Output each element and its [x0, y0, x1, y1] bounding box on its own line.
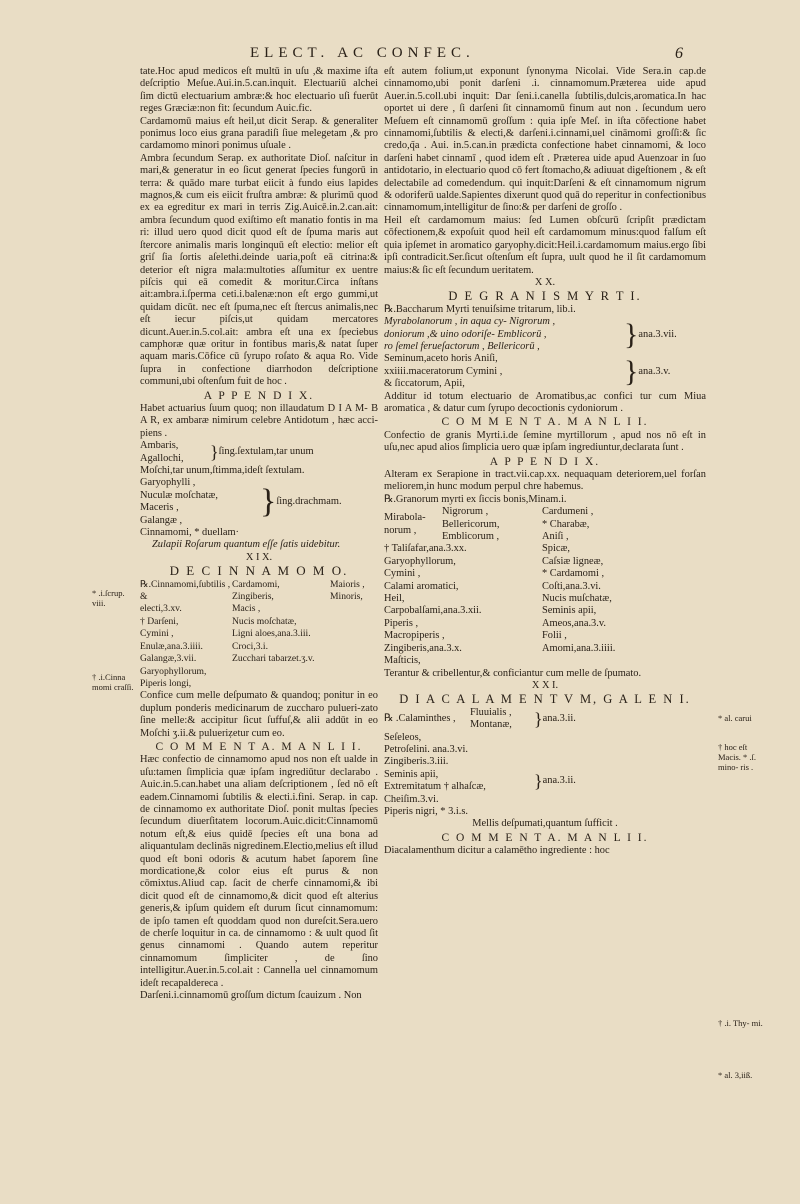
ingredient: Nuculæ moſchatæ,	[140, 489, 218, 501]
section-heading: C O M M E N T A. M A N L I I.	[441, 416, 649, 429]
ingredient: Seminis apii,	[542, 605, 597, 617]
right-column	[384, 66, 706, 1190]
ingredient: Maſticis,	[384, 655, 421, 667]
left-column	[140, 66, 378, 1190]
ingredient: ro ſemel ferueſactorum , Bellericorū ,	[384, 340, 540, 352]
paragraph: eſt autem folium,ut exponunt ſynonyma Nicolai. Vide Sera.in cap.de cinnamomo,ubi ponit darſeni .i. cinnamomum.Præterea uide apud Auer.in.5.coll.ubi inquit: Dar ſeni.i.canella ſubtilis,dulcis,aromatica.In hac oportet ui dere , ſi darſeni ſit cinnamomū finum aut non . ſecundum uero Meſuem eſt cinnamomū groſſum : quia ipſe Meſ. in iſta cōfectione habet cinnamomi,ſubtilis & electi,& darſeni.i.cinnami,uel cināmomi groſſi:& ſic credo,q̃a . Aui. in.5.can.in prædicta confectione habet cinnamomi, & loco darſeni habet cinnamī , quod idem eſt . Præterea uide apud Auenzoar in ſuo antidotario, in electuario quod cō fert ſtomacho,& adiuuat digeſtionem , & eſt delectabile ad comedendum. qui inquit:Darſeni & eſt cinnamomum nigrum & odoriferū ualde.Sapientes dixerunt quod quā do reperitur in confectionibus cinnamomum,intelligitur de ſino:& per darſeni de groſſo .	[384, 66, 706, 214]
recipe-block	[384, 506, 706, 543]
paragraph: ℞.Granorum myrti ex ſiccis bonis,Minam.i.	[384, 493, 567, 505]
ingredient: Piperis ,	[384, 617, 419, 629]
ingredient: Minoris,	[330, 591, 363, 603]
ingredient: Piperis longi,	[140, 677, 192, 689]
ingredient: * Cardamomi ,	[542, 568, 605, 580]
margin-note-right-3: † .i. Thy- mi.	[718, 1018, 763, 1028]
chapter-title: D E C I N N A M O M O.	[169, 563, 349, 579]
ingredient: Maioris ,	[330, 578, 365, 590]
dose: ſing.drachmam.	[276, 496, 342, 508]
ingredient: Zingiberis.3.iii.	[384, 756, 449, 768]
ingredient: Cardamomi,	[232, 578, 280, 590]
ingredient: Extremitatum † alhaſcæ,	[384, 781, 486, 793]
recipe-block: Myrabolanorum , in aqua cy- Nigrorum , doniorum ,& uino odoriſe- Emblicorū , ro ſemel ferueſactorum , Bellericorū , } ana.3.vii.	[384, 316, 677, 352]
dose: ana.3.ii.	[542, 774, 576, 786]
ingredient: Seminum,aceto horis Aniſi,	[384, 353, 498, 365]
recipe-block	[384, 543, 706, 667]
recipe-block: Garyophylli , Nuculæ moſchatæ, Maceris , Galangæ , } ſing.drachmam.	[140, 477, 342, 526]
ingredient: † Taliſafar,ana.3.xx.	[384, 543, 467, 555]
ingredient: Emblicorum ,	[442, 531, 500, 543]
paragraph: Confectio de granis Myrti.i.de ſemine myrtillorum , apud nos nō eſt in uſu,nec apud alios ſimplicia uero quæ ipſam ingrediuntur,declarata ſunt .	[384, 429, 706, 454]
paragraph: ℞.Baccharum Myrti tenuiſsime tritarum, lib.i.	[384, 303, 576, 315]
chapter-number: X I X.	[245, 551, 273, 563]
ingredient: Carpobalſami,ana.3.xii.	[384, 605, 482, 617]
ingredient: Caſsiæ ligneæ,	[542, 555, 604, 567]
ingredient: & ſiccatorum, Apii,	[384, 378, 465, 390]
dose: ana.3.vii.	[638, 328, 677, 340]
ingredient: Ligni aloes,ana.3.iii.	[232, 628, 311, 640]
ingredient: Spicæ,	[542, 543, 571, 555]
ingredient: Galangæ,3.vii.	[140, 653, 197, 665]
ingredient: Macropiperis ,	[384, 630, 445, 642]
paragraph: Cardamomū maius eſt heil,ut dicit Serap. & generaliter ponimus loco eius grana paradiſi ſiue melegetam ,& pro cardamomo minori ponimus uſuale .	[140, 115, 378, 152]
ingredient: Agallochi,	[140, 452, 184, 464]
ingredient: Zulapii Roſarum quantum eſſe ſatis uidebitur.	[152, 539, 341, 551]
margin-note-right-2: † hoc eſt Macis. * .ſ. mino- ris .	[718, 742, 757, 772]
ingredient: Amomi,ana.3.iiii.	[542, 642, 616, 654]
ingredient: Cymini ,	[140, 628, 174, 640]
ingredient: Garyophylli ,	[140, 477, 196, 489]
dose: ana.3.ii.	[542, 712, 576, 724]
paragraph: Ambra ſecundum Serap. ex authoritate Dioſ. naſcitur in mari,& generatur in eo ſicut generat ſpecies fungorū in terra: & quādo mare turbat eiicit à fundo eius lapides magnos,& cum eis eiicit fruſtra ambræ: & plurimū quod ex ea egreditur ex mari in terris Zig.Auicē.in.2.can.ait: ambra ſecundum quod exiſtimo eſt manatio fontis in ma ri: illud uero quod dicit quod eſt de ſpuma maris aut ſtercore animalis maris longinquū eſt electio: melior eſt griſ ſia ſortis aſelethi.deinde uaria,poſt eā citrina:& deterior eſt nigra mala:multoties aſſumitur ex uentre piſcis qui eā comedit & moritur.Circa inſtans ait:ambra.i.ſperma ceti.i.balenæ:non eſt ergo gummi,ut quidam dicūt. nec eſt ſpuma,nec eſt ſtercus animalis,nec eſt iecur piſcis,ut quidam mercatores dicunt.Auer.in.5.col.ait: ambra eſt una ex ſpeciebus camphoræ quæ oritur in fontibus maris,& natat ſuper aquam maris.Cōfice cū ſyrupo roſato & aqua Ro. Vide ſupra in confectione diarrhodon deſcriptione communi,ubi oſtenſum fuit de hoc .	[140, 152, 378, 388]
ingredient: Mellis deſpumati,quantum ſufficit .	[472, 818, 618, 830]
ingredient: Cheiſim.3.vi.	[384, 793, 439, 805]
recipe-block: Seminis apii, Extremitatum † alhaſcæ, } ana.3.ii.	[384, 768, 576, 793]
running-header: ELECT. AC CONFEC.	[250, 45, 475, 61]
margin-note-left-1: * .i.ſcrup. viii.	[92, 588, 125, 608]
paragraph: Alteram ex Serapione in tract.vii.cap.xx. nequaquam deteriorem,uel forſan meliorem,in hunc modum perpul chre habemus.	[384, 469, 706, 493]
ingredient: Nucis muſchatæ,	[542, 593, 612, 605]
ingredient: Calami aromatici,	[384, 580, 459, 592]
ingredient: Cinnamomi, * duellam·	[140, 527, 239, 539]
recipe-block: Seminum,aceto horis Aniſi, xxiiii.maceratorum Cymini , & ſiccatorum, Apii, } ana.3.v.	[384, 353, 671, 390]
paragraph: Confice cum melle deſpumato & quandoq; ponitur in eo duplum ponderis medicinarum de zuccharo pulueri-zato ſine melle:& accipitur ſicut ſuffuſ,& alii addūt in eo Moſchi ʒ.ii.& pulueriẓetur cum eo.	[140, 690, 378, 739]
ingredient: Nigrorum ,	[442, 506, 489, 518]
ingredient: ℞.Cinnamomi,ſubtilis , &	[140, 578, 231, 603]
chapter-number: X X.	[534, 276, 556, 288]
ingredient: Macis ,	[232, 603, 261, 615]
section-heading: A P P E N D I X.	[203, 389, 315, 402]
ingredient: Piperis nigri, * 3.i.s.	[384, 805, 468, 817]
ingredient: Zingiberis,	[232, 591, 274, 603]
dose: ana.3.v.	[638, 365, 671, 377]
dose: ſing.ſextulam,tar unum	[218, 446, 314, 458]
ingredient: Petroſelini. ana.3.vi.	[384, 743, 468, 755]
ingredient: Montanæ,	[470, 719, 512, 731]
paragraph: Diacalamenthum dicitur a calamētho ingrediente : hoc	[384, 845, 610, 857]
ingredient: Enulæ,ana.3.iiii.	[140, 640, 203, 652]
paragraph: Habet actuarius ſuum quoq; non illaudatum D I A M- B A R, ex ambaræ nimirum celebre Antidotum , hæc acci- piens .	[140, 402, 378, 439]
ingredient: Coſti,ana.3.vi.	[542, 580, 601, 592]
ingredient: Garyophyllorum,	[384, 555, 456, 567]
ingredient: Bellericorum,	[442, 518, 500, 530]
ingredient: Zingiberis,ana.3.x.	[384, 642, 462, 654]
ingredient: Croci,3.i.	[232, 640, 268, 652]
section-heading: A P P E N D I X.	[489, 455, 601, 468]
margin-note-right-4: * al. 3,iiß.	[718, 1070, 753, 1080]
ingredient: Seminis apii,	[384, 768, 439, 780]
section-heading: C O M M E N T A. M A N L I I.	[155, 740, 363, 753]
paragraph: Additur id totum electuario de Aromatibus,ac confici tur cum Miua aromatica , & datur cum ſyrupo decoctionis cydoniorum .	[384, 390, 706, 414]
paragraph: Terantur & cribellentur,& conficiantur cum melle de ſpumato.	[384, 667, 642, 679]
chapter-number: X X I.	[531, 679, 559, 691]
ingredient: doniorum ,& uino odoriſe- Emblicorū ,	[384, 328, 547, 340]
ingredient: Galangæ ,	[140, 514, 183, 526]
ingredient: Heil,	[384, 593, 405, 605]
section-heading: C O M M E N T A. M A N L I I.	[441, 831, 649, 844]
ingredient: Seſeleos,	[384, 731, 422, 743]
ingredient: electi,3.xv.	[140, 603, 182, 615]
paragraph: tate.Hoc apud medicos eſt multū in uſu ,& maxime iſta deſcriptio Meſue.Aui.in.5.can.inquit. Electuariū alchei ſim dictū electuarium ambræ:& hoc electuario uſi fuerūt reges Græciæ:non fit: ſecundum Auic.fic.	[140, 66, 378, 115]
paragraph: Hæc confectio de cinnamomo apud nos non eſt ualde in uſu:tamen ſimplicia quæ ipſam ingrediūtur declarabo . Auic.in.5.can.habet una aliam deſcriptionem , ſed nō eſt eadem.Cinnamomi ſubtilis & electi.i.fini. Serap. in cap. de cinnamomo ex authoritate Dioſ. ponit multas ſpecies ſecundum diuerſitatem locorum.Auic.dicit:Cinnamomū notum eſt,& eius quidē ſpecies eſt una bona ad aliquantulam declinās nigredinem.Electio,melius eſt illud quod eſt boni odoris & acutum habet ſaporem ſine mordicatione,& color eius eſt purus & non cōmixtus.Aliud cap. ſacit de cherfe cinnamomi,& ibi dicit quod eſt de cinnamomo,& dicit quod eſt alterius generis,& ipſum quidem eſt durum ſicut cinnamomum: de ipſo tamen eſt quoddam quod non dureſcit.Sera.uero de cherſe loquitur in ca. de cinnamomo : & uult quod ſit genus cinnamomi . Quando autem reperitur cinnamomum ſimpliciter , de ſino intelligitur.Auer.in.5.col.ait : Cannella uel cinnamomum ideſt recapaldereca .	[140, 754, 378, 989]
ingredient: Aniſi ,	[542, 531, 569, 543]
paragraph: Darſeni.i.cinnamomū groſſum dictum ſcauizum . Non	[140, 990, 362, 1002]
paragraph: Moſchi,tar unum,ſtimma,ideſt ſextulam.	[140, 465, 305, 476]
ingredient: Zucchari tabarzet.ʒ.v.	[232, 653, 315, 665]
ingredient: Cymini ,	[384, 568, 421, 580]
chapter-title: D E G R A N I S M Y R T I.	[448, 289, 642, 304]
margin-note-right-1: * al. carui	[718, 713, 752, 723]
ingredient: Garyophyllorum,	[140, 665, 207, 677]
recipe-block	[140, 579, 378, 691]
ingredient-group-label: Mirabola- norum ,	[384, 512, 426, 536]
ingredient: Cardumeni ,	[542, 506, 594, 518]
chapter-title: D I A C A L A M E N T V M, G A L E N I.	[399, 692, 691, 707]
ingredient: xxiiii.maceratorum Cymini ,	[384, 365, 503, 377]
ingredient: Nucis moſchatæ,	[232, 615, 297, 627]
ingredient: * Charabæ,	[542, 518, 590, 530]
margin-note-left-2: † .i.Cinna momi craſſi.	[92, 672, 134, 692]
recipe-block: ℞ .Calaminthes , Fluuialis , Montanæ, } ana.3.ii.	[384, 706, 576, 731]
ingredient: † Darſeni,	[140, 615, 179, 627]
ingredient: Maceris ,	[140, 502, 179, 514]
ingredient: Fluuialis ,	[470, 706, 512, 718]
recipe-block: Ambaris, Agallochi, } ſing.ſextulam,tar unum	[140, 440, 314, 464]
paragraph: Heil eſt cardamomum maius: ſed Lumen obſcurū ſcripſit prædictam cōfectionem,& expoſuit quod heil eſt cardamomum minus:quod falſum eſt quia ipſemet in aromatico garyophy.dicit:Heil.i.cardamomum maius.ergo ſibi ipſi contradicit.Ser.ſicut oſtenſum eſt ſupra, uult quod he il ſit cardamomum maius:& ſic eſt ſecundum ueritatem.	[384, 214, 706, 276]
ingredient: Ameos,ana.3.v.	[542, 617, 606, 629]
ingredient: Myrabolanorum , in aqua cy- Nigrorum ,	[384, 316, 556, 328]
ingredient: ℞ .Calaminthes ,	[384, 712, 456, 724]
ingredient: Folii ,	[542, 630, 567, 642]
folio-number: 6	[675, 45, 683, 62]
ingredient: Ambaris,	[140, 440, 179, 452]
